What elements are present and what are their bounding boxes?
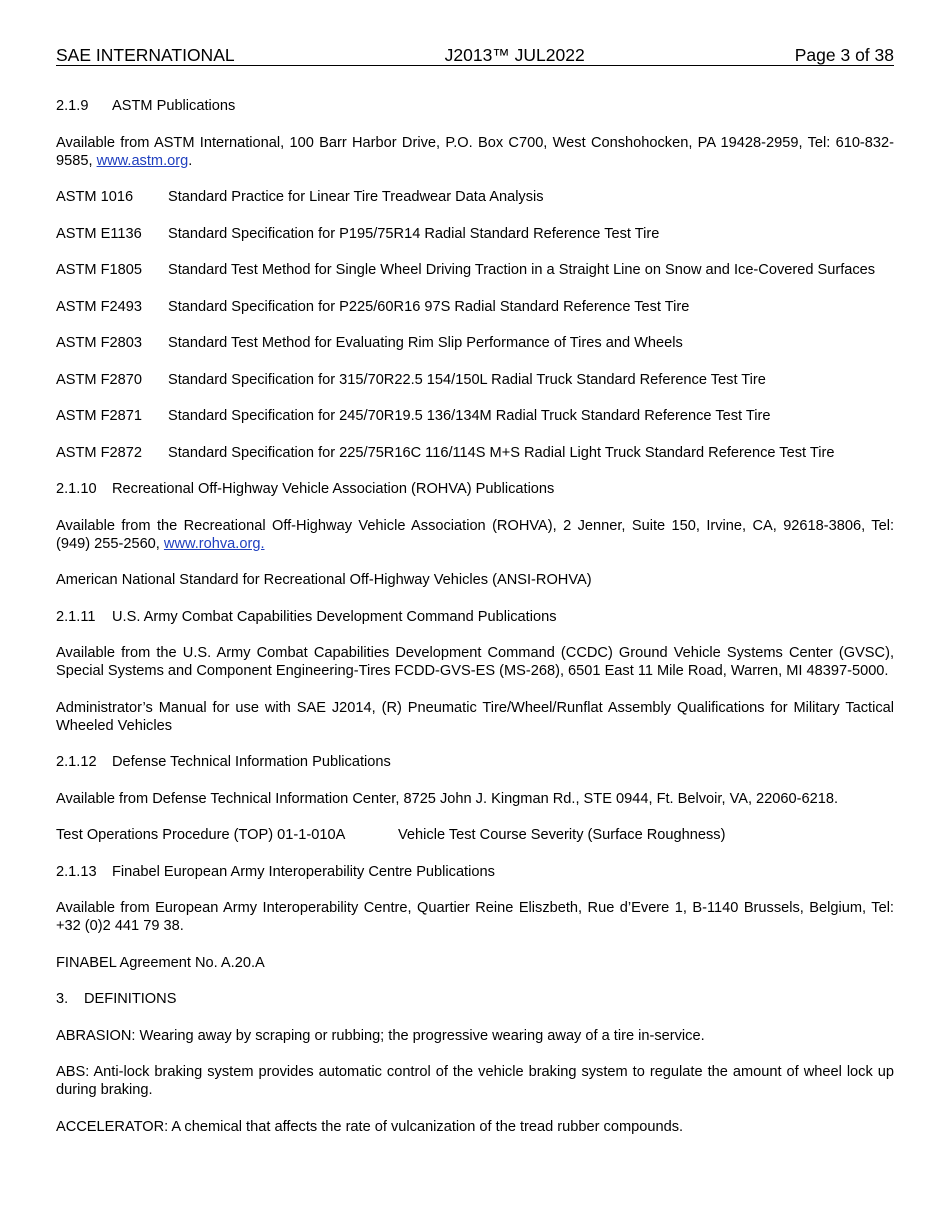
reference-item: ASTM 1016 Standard Practice for Linear Tire Treadwear Data Analysis	[56, 189, 544, 205]
dtic-document: Test Operations Procedure (TOP) 01-1-010A Vehicle Test Course Severity (Surface Roughness)	[56, 827, 726, 843]
section-number: 2.1.10	[56, 481, 97, 497]
section-heading-2-1-12	[56, 753, 894, 771]
section-number: 2.1.13	[56, 863, 97, 880]
ccdc-availability: Available from the U.S. Army Combat Capabilities Development Command (CCDC) Ground Vehicle Systems Center (GVSC), Special Systems and Component Engineering-Tires FCDD-GVS-ES (MS-268), 6501 East 11 Mile Road, Warren, MI 48397-5000.	[56, 645, 894, 679]
finabel-availability: Available from European Army Interoperability Centre, Quartier Reine Eliszbeth, Rue d’Evere 1, B-1140 Brussels, Belgium, Tel: +32 (0)2 441 79 38.	[56, 900, 894, 934]
header-org: SAE INTERNATIONAL	[56, 45, 235, 65]
rohva-document: American National Standard for Recreational Off-Highway Vehicles (ANSI-ROHVA)	[56, 572, 592, 588]
section-number: 2.1.9	[56, 98, 89, 114]
reference-item: ASTM F2870 Standard Specification for 315/70R22.5 154/150L Radial Truck Standard Reference Test Tire	[56, 371, 766, 388]
reference-item: ASTM F1805 Standard Test Method for Single Wheel Driving Traction in a Straight Line on Snow and Ice-Covered Surfaces	[56, 262, 876, 278]
section-title: U.S. Army Combat Capabilities Development Command Publications	[112, 608, 557, 625]
section-title: Recreational Off-Highway Vehicle Association (ROHVA) Publications	[112, 481, 555, 497]
section-title: Defense Technical Information Publications	[112, 754, 391, 770]
rohva-link[interactable]: www.rohva.org.	[163, 535, 265, 552]
reference-item: ASTM F2493 Standard Specification for P225/60R16 97S Radial Standard Reference Test Tire	[56, 298, 690, 315]
reference-item: ASTM F2803 Standard Test Method for Evaluating Rim Slip Performance of Tires and Wheels	[56, 335, 683, 351]
section-heading-3	[56, 990, 894, 1008]
reference-item: ASTM F2872 Standard Specification for 225/75R16C 116/114S M+S Radial Light Truck Standard Reference Test Tire	[56, 444, 835, 461]
reference-item: ASTM E1136 Standard Specification for P195/75R14 Radial Standard Reference Test Tire	[56, 225, 660, 242]
rohva-availability: Available from the Recreational Off-Highway Vehicle Association (ROHVA), 2 Jenner, Suite 150, Irvine, CA, 92618-3806, Tel: (949) 255-2560, www.rohva.org.	[56, 517, 894, 552]
ccdc-document: Administrator’s Manual for use with SAE J2014, (R) Pneumatic Tire/Wheel/Runflat Assembly Qualifications for Military Tactical Wheeled Vehicles	[56, 699, 894, 734]
section-title: ASTM Publications	[112, 98, 236, 114]
astm-link[interactable]: www.astm.org	[96, 152, 189, 169]
section-heading-2-1-9	[56, 97, 894, 115]
page-header	[56, 44, 894, 66]
section-title: Finabel European Army Interoperability Centre Publications	[112, 863, 495, 880]
astm-availability: Available from ASTM International, 100 Barr Harbor Drive, P.O. Box C700, West Conshohocken, PA 19428-2959, Tel: 610-832-9585, www.astm.org.	[56, 134, 894, 169]
definition-abrasion: ABRASION: Wearing away by scraping or rubbing; the progressive wearing away of a tire in-service.	[56, 1027, 705, 1044]
dtic-availability: Available from Defense Technical Information Center, 8725 John J. Kingman Rd., STE 0944, Ft. Belvoir, VA, 22060-6218.	[56, 790, 839, 807]
definition-accelerator: ACCELERATOR: A chemical that affects the rate of vulcanization of the tread rubber compounds.	[56, 1118, 684, 1135]
reference-item: ASTM F2871 Standard Specification for 245/70R19.5 136/134M Radial Truck Standard Reference Test Tire	[56, 408, 771, 424]
header-page-number: Page 3 of 38	[794, 45, 894, 65]
definition-abs: ABS: Anti-lock braking system provides automatic control of the vehicle braking system to regulate the amount of wheel lock up during braking.	[56, 1064, 894, 1098]
section-number: 2.1.11	[56, 608, 96, 625]
section-heading-2-1-13	[56, 863, 894, 881]
section-heading-2-1-11	[56, 608, 894, 626]
section-title: DEFINITIONS	[84, 991, 177, 1007]
header-doc-id: J2013™ JUL2022	[444, 45, 585, 65]
section-number: 2.1.12	[56, 754, 97, 770]
section-heading-2-1-10	[56, 480, 894, 498]
section-number: 3.	[56, 991, 69, 1007]
page-body	[56, 97, 894, 1136]
finabel-document: FINABEL Agreement No. A.20.A	[56, 954, 265, 971]
